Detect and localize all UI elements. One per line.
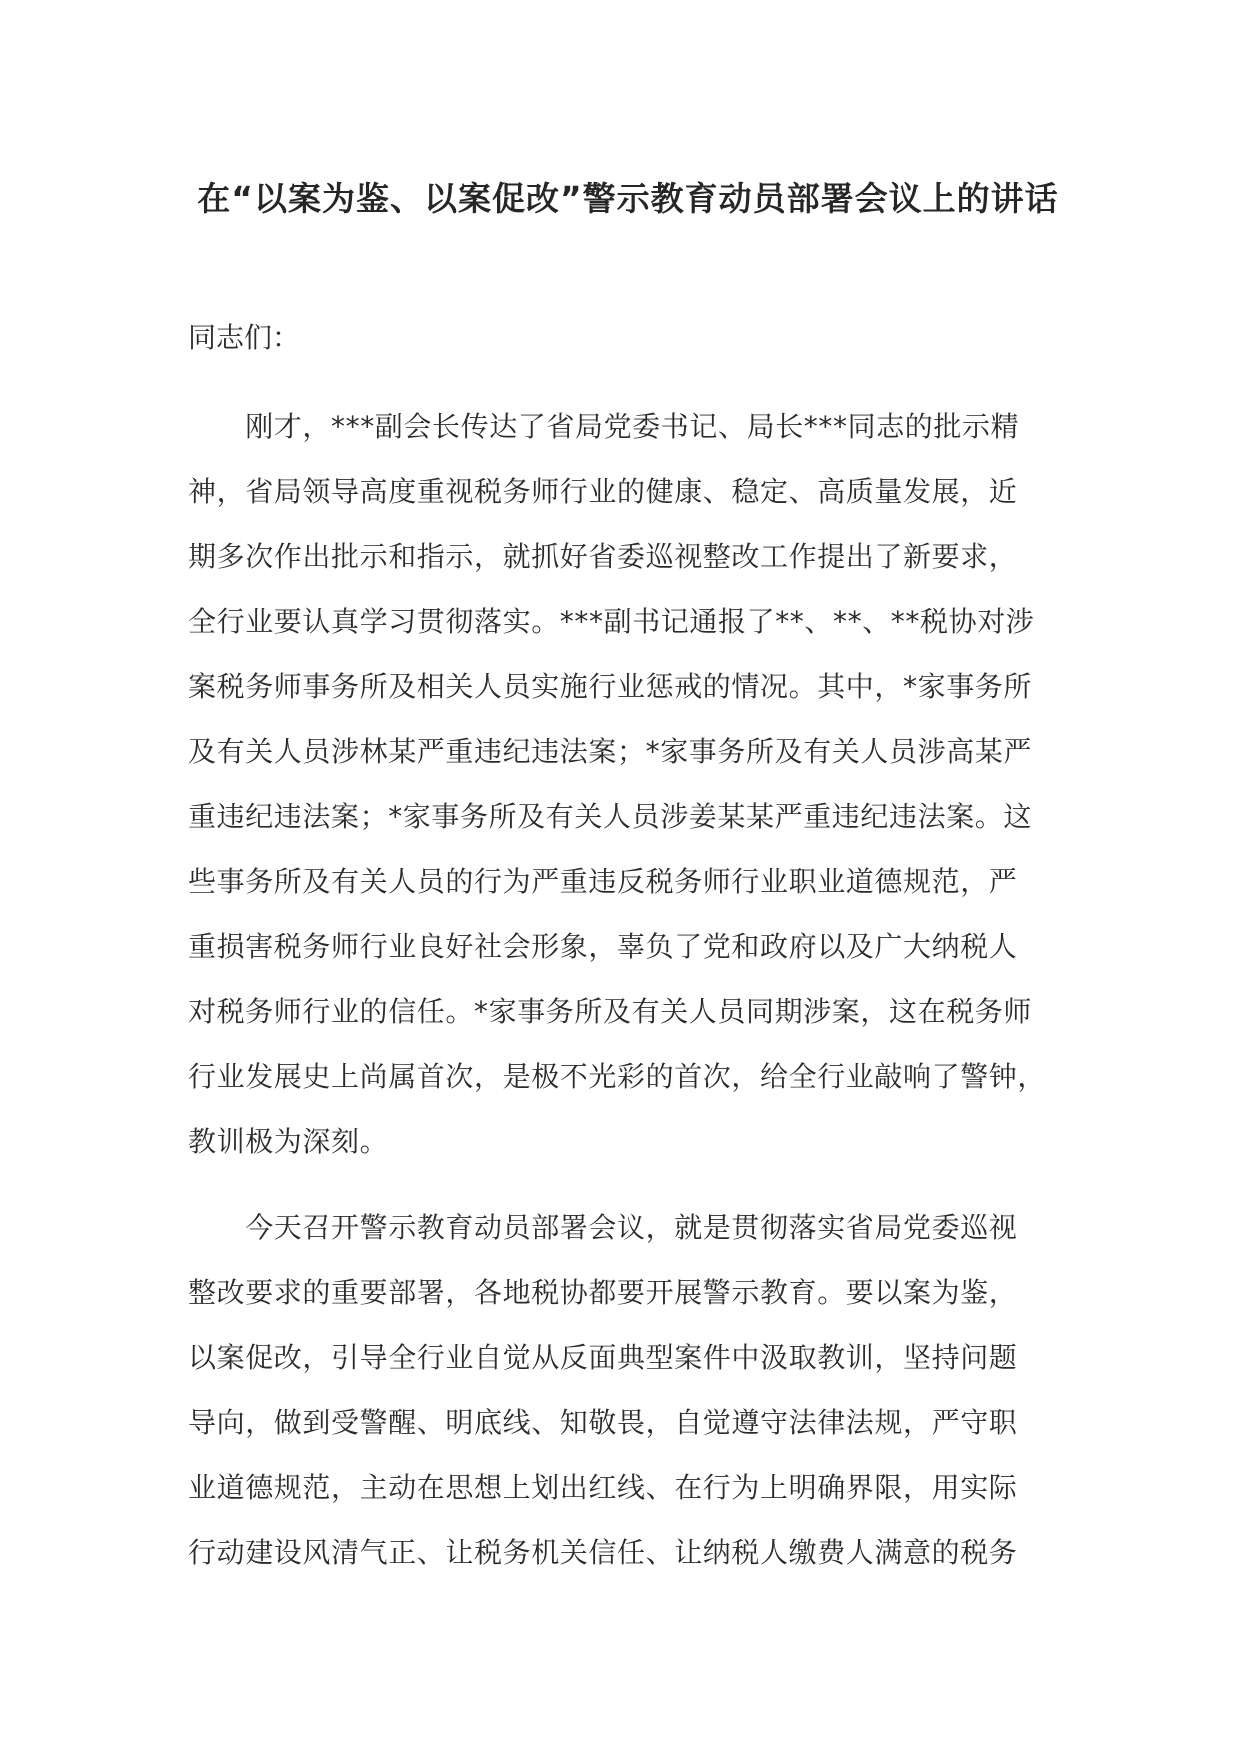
paragraph-line: 导向，做到受警醒、明底线、知敬畏，自觉遵守法律法规，严守职 <box>188 1406 1018 1439</box>
paragraph-line: 重损害税务师行业良好社会形象，辜负了党和政府以及广大纳税人 <box>188 930 1018 963</box>
paragraph-line: 些事务所及有关人员的行为严重违反税务师行业职业道德规范，严 <box>188 865 1018 898</box>
paragraph-1 <box>188 394 1068 1174</box>
paragraph-line: 期多次作出批示和指示，就抓好省委巡视整改工作提出了新要求， <box>188 540 1018 573</box>
paragraph-line: 以案促改，引导全行业自觉从反面典型案件中汲取教训，坚持问题 <box>188 1341 1018 1374</box>
paragraph-line: 今天召开警示教育动员部署会议，就是贯彻落实省局党委巡视 <box>188 1211 1018 1244</box>
paragraph-line: 全行业要认真学习贯彻落实。***副书记通报了**、**、**税协对涉 <box>188 605 1035 638</box>
salutation: 同志们： <box>188 321 301 354</box>
paragraph-line: 重违纪违法案；*家事务所及有关人员涉姜某某严重违纪违法案。这 <box>188 800 1033 833</box>
document-title: 在“以案为鉴、以案促改”警示教育动员部署会议上的讲话 <box>197 179 1059 218</box>
paragraph-line: 对税务师行业的信任。*家事务所及有关人员同期涉案，这在税务师 <box>188 995 1033 1028</box>
paragraph-line: 神，省局领导高度重视税务师行业的健康、稳定、高质量发展，近 <box>188 475 1018 508</box>
paragraph-line: 刚才，***副会长传达了省局党委书记、局长***同志的批示精 <box>188 410 1020 443</box>
paragraph-line: 行业发展史上尚属首次，是极不光彩的首次，给全行业敲响了警钟， <box>188 1060 1047 1093</box>
paragraph-line: 行动建设风清气正、让税务机关信任、让纳税人缴费人满意的税务 <box>188 1536 1018 1569</box>
paragraph-line: 整改要求的重要部署，各地税协都要开展警示教育。要以案为鉴， <box>188 1276 1018 1309</box>
paragraph-line: 教训极为深刻。 <box>188 1125 389 1158</box>
paragraph-line: 案税务师事务所及相关人员实施行业惩戒的情况。其中，*家事务所 <box>188 670 1033 703</box>
paragraph-line: 业道德规范，主动在思想上划出红线、在行为上明确界限，用实际 <box>188 1471 1018 1504</box>
paragraph-2 <box>188 1195 1068 1585</box>
paragraph-line: 及有关人员涉林某严重违纪违法案；*家事务所及有关人员涉高某严 <box>188 735 1033 768</box>
